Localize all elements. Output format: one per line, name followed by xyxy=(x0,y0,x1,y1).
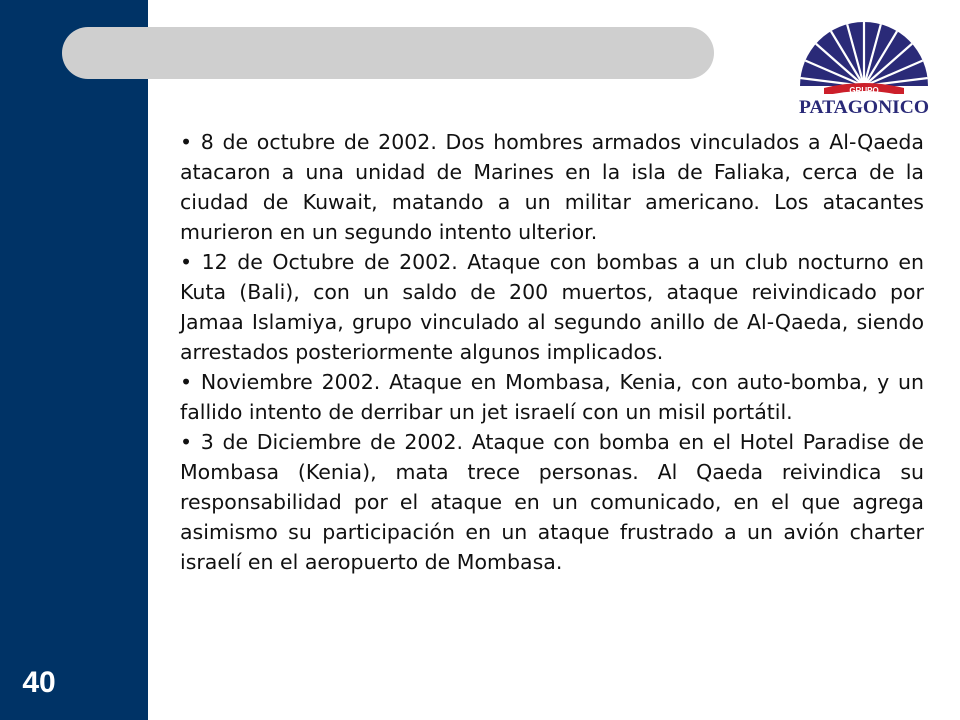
title-placeholder-pill xyxy=(62,27,714,79)
bullet-marker: • xyxy=(180,370,193,394)
logo-grupo-text: GRUPO xyxy=(849,86,879,95)
bullet-item xyxy=(180,127,924,247)
bullet-marker: • xyxy=(180,430,193,454)
bullet-marker: • xyxy=(180,250,193,274)
bullet-list xyxy=(180,127,924,577)
bullet-item xyxy=(180,247,924,367)
bullet-marker: • xyxy=(180,130,193,154)
bullet-item xyxy=(180,367,924,427)
bullet-text: 3 de Diciembre de 2002. Ataque con bomba en el Hotel Paradise de Mombasa (Kenia), mata trece personas. Al Qaeda reivindica su responsabilidad por el ataque en un comunicado, en el que agrega asimismo su participación en un ataque frustrado a un avión charter israelí en el aeropuerto de Mombasa. xyxy=(180,430,924,574)
logo-name-text: PATAGONICO xyxy=(799,97,929,118)
bullet-text: 8 de octubre de 2002. Dos hombres armados vinculados a Al-Qaeda atacaron a una unidad de Marines en la isla de Faliaka, cerca de la ciudad de Kuwait, matando a un militar americano. Los atacantes murieron en un segundo intento ulterior. xyxy=(180,130,924,244)
bullet-text: 12 de Octubre de 2002. Ataque con bombas a un club nocturno en Kuta (Bali), con un saldo de 200 muertos, ataque reivindicado por Jamaa Islamiya, grupo vinculado al segundo anillo de Al-Qaeda, siendo arrestados posteriormente algunos implicados. xyxy=(180,250,924,364)
grupo-patagonico-logo xyxy=(796,16,932,126)
bullet-item xyxy=(180,427,924,577)
left-sidebar-bar xyxy=(0,0,148,720)
page-number: 40 xyxy=(22,666,56,699)
bullet-text: Noviembre 2002. Ataque en Mombasa, Kenia, con auto-bomba, y un fallido intento de derribar un jet israelí con un misil portátil. xyxy=(180,370,924,424)
